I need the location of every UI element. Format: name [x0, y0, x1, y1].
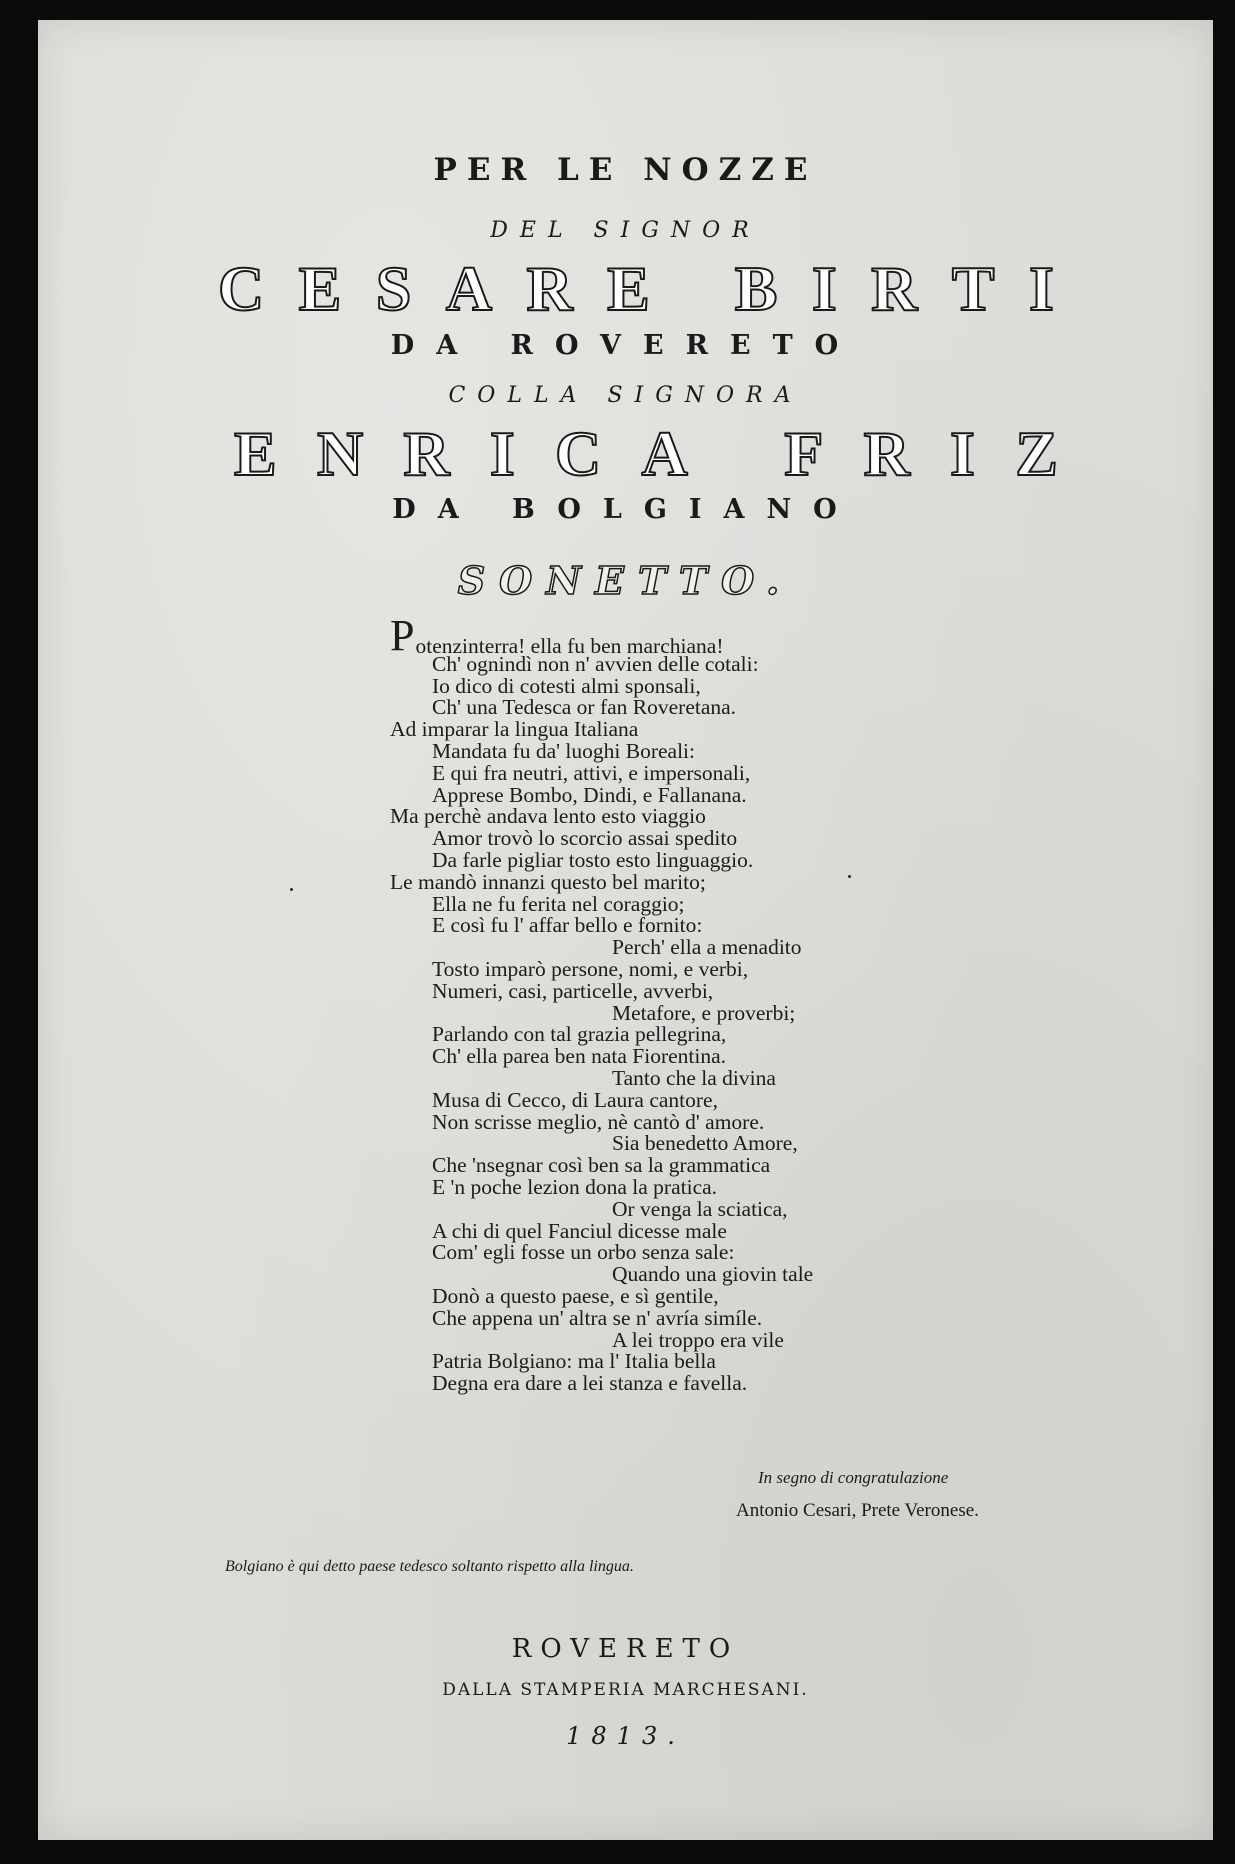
groom-letter: R	[526, 253, 573, 324]
poem-line: Degna era dare a lei stanza e favella.	[432, 1371, 748, 1396]
paper-speck	[290, 888, 293, 891]
subtitle-colla-signora: COLLA SIGNORA	[448, 383, 803, 408]
poem-line: Com' egli fosse un orbo senza sale:	[432, 1240, 735, 1265]
poem-line: Io dico di cotesti almi sponsali,	[432, 673, 701, 698]
poem-line: Tanto che la divina	[612, 1065, 776, 1090]
paper-speck	[848, 875, 851, 878]
poem-line: Quando una giovin tale	[612, 1262, 814, 1287]
poem-line: Ch' ella parea ben nata Fiorentina.	[432, 1044, 727, 1069]
poem-line: E così fu l' affar bello e fornito:	[432, 913, 703, 938]
groom-letter: T	[951, 253, 995, 324]
poem-line: Musa di Cecco, di Laura cantore,	[432, 1087, 718, 1112]
title-line-per-le-nozze: PER LE NOZZE	[433, 152, 818, 188]
poem-line: Ch' ognindì non n' avvien delle cotali:	[432, 651, 759, 676]
poem-first-line	[390, 611, 930, 660]
poem-line: Ella ne fu ferita nel coraggio;	[432, 891, 685, 916]
groom-letter: E	[298, 253, 342, 324]
poem-line: Apprese Bombo, Dindi, e Fallanana.	[432, 782, 747, 807]
poem-line: Donò a questo paese, e sì gentile,	[432, 1283, 719, 1308]
poem-line: Patria Bolgiano: ma l' Italia bella	[432, 1349, 716, 1374]
bride-place: DA BOLGIANO	[392, 494, 859, 525]
poem-line: Or venga la sciatica,	[612, 1196, 788, 1221]
poem-line: Ma perchè andava lento esto viaggio	[390, 804, 706, 829]
footnote: Bolgiano è qui detto paese tedesco soltanto rispetto alla lingua.	[225, 1558, 634, 1575]
poem-line: Che appena un' altra se n' avría simíle.	[432, 1305, 763, 1330]
bride-letter: C	[555, 418, 602, 489]
poem-first-line-rest: otenzinterra! ella fu ben marchiana!	[415, 634, 724, 659]
bride-letter: N	[316, 418, 364, 489]
poem-line: Ch' una Tedesca or fan Roveretana.	[432, 695, 737, 720]
subtitle-del-signor: DEL SIGNOR	[490, 218, 761, 243]
genre-heading: SONETTO.	[457, 558, 794, 603]
poem-line: Le mandò innanzi questo bel marito;	[390, 869, 706, 894]
bride-letter	[728, 417, 744, 491]
groom-letter: B	[734, 253, 778, 324]
poem-line: Metafore, e proverbi;	[612, 1000, 796, 1025]
author-signature: Antonio Cesari, Prete Veronese.	[736, 1500, 979, 1521]
groom-letter: R	[871, 253, 918, 324]
poem-line: Amor trovò lo scorcio assai spedito	[432, 826, 738, 851]
imprint-year: 1813.	[566, 1722, 685, 1750]
poem-line: Da farle pigliar tosto esto linguaggio.	[432, 847, 754, 872]
poem-line: Perch' ella a menadito	[612, 935, 802, 960]
poem-line: Sia benedetto Amore,	[612, 1131, 798, 1156]
drop-cap: P	[390, 611, 415, 660]
bride-letter: I	[489, 418, 515, 489]
groom-place: DA ROVERETO	[390, 330, 861, 361]
poem-line: A chi di quel Fanciul dicesse male	[432, 1218, 727, 1243]
poem-line: Che 'nsegnar così ben sa la grammatica	[432, 1153, 771, 1178]
imprint-city: ROVERETO	[511, 1634, 740, 1664]
groom-letter: A	[445, 253, 493, 324]
groom-letter: I	[1028, 253, 1054, 324]
groom-letter: S	[375, 253, 412, 324]
document-sheet	[38, 20, 1213, 1840]
bride-letter: Z	[1015, 418, 1058, 489]
poem-line: Parlando con tal grazia pellegrina,	[432, 1022, 727, 1047]
bride-letter: I	[950, 418, 975, 489]
dedication-line: In segno di congratulazione	[758, 1468, 949, 1487]
poem-line: Non scrisse meglio, nè cantò d' amore.	[432, 1109, 765, 1134]
bride-letter: R	[403, 418, 450, 489]
poem-line: A lei troppo era vile	[612, 1327, 784, 1352]
groom-letter	[684, 252, 700, 326]
poem-line: Numeri, casi, particelle, avverbi,	[432, 978, 714, 1003]
groom-letter: I	[811, 253, 837, 324]
groom-letter: E	[607, 253, 650, 324]
bride-letter: A	[641, 418, 688, 489]
poem-line: Mandata fu da' luoghi Boreali:	[432, 738, 695, 763]
bride-letter: F	[784, 418, 824, 489]
sonnet-text	[390, 611, 930, 1396]
poem-line: Tosto imparò persone, nomi, e verbi,	[432, 956, 749, 981]
groom-letter: C	[218, 253, 265, 324]
poem-line: E 'n poche lezion dona la pratica.	[432, 1174, 718, 1199]
poem-line: Ad imparar la lingua Italiana	[390, 717, 639, 742]
bride-letter: E	[234, 418, 277, 489]
imprint-printer: DALLA STAMPERIA MARCHESANI.	[442, 1680, 809, 1700]
bride-letter: R	[863, 418, 910, 489]
poem-line: E qui fra neutri, attivi, e impersonali,	[432, 760, 751, 785]
